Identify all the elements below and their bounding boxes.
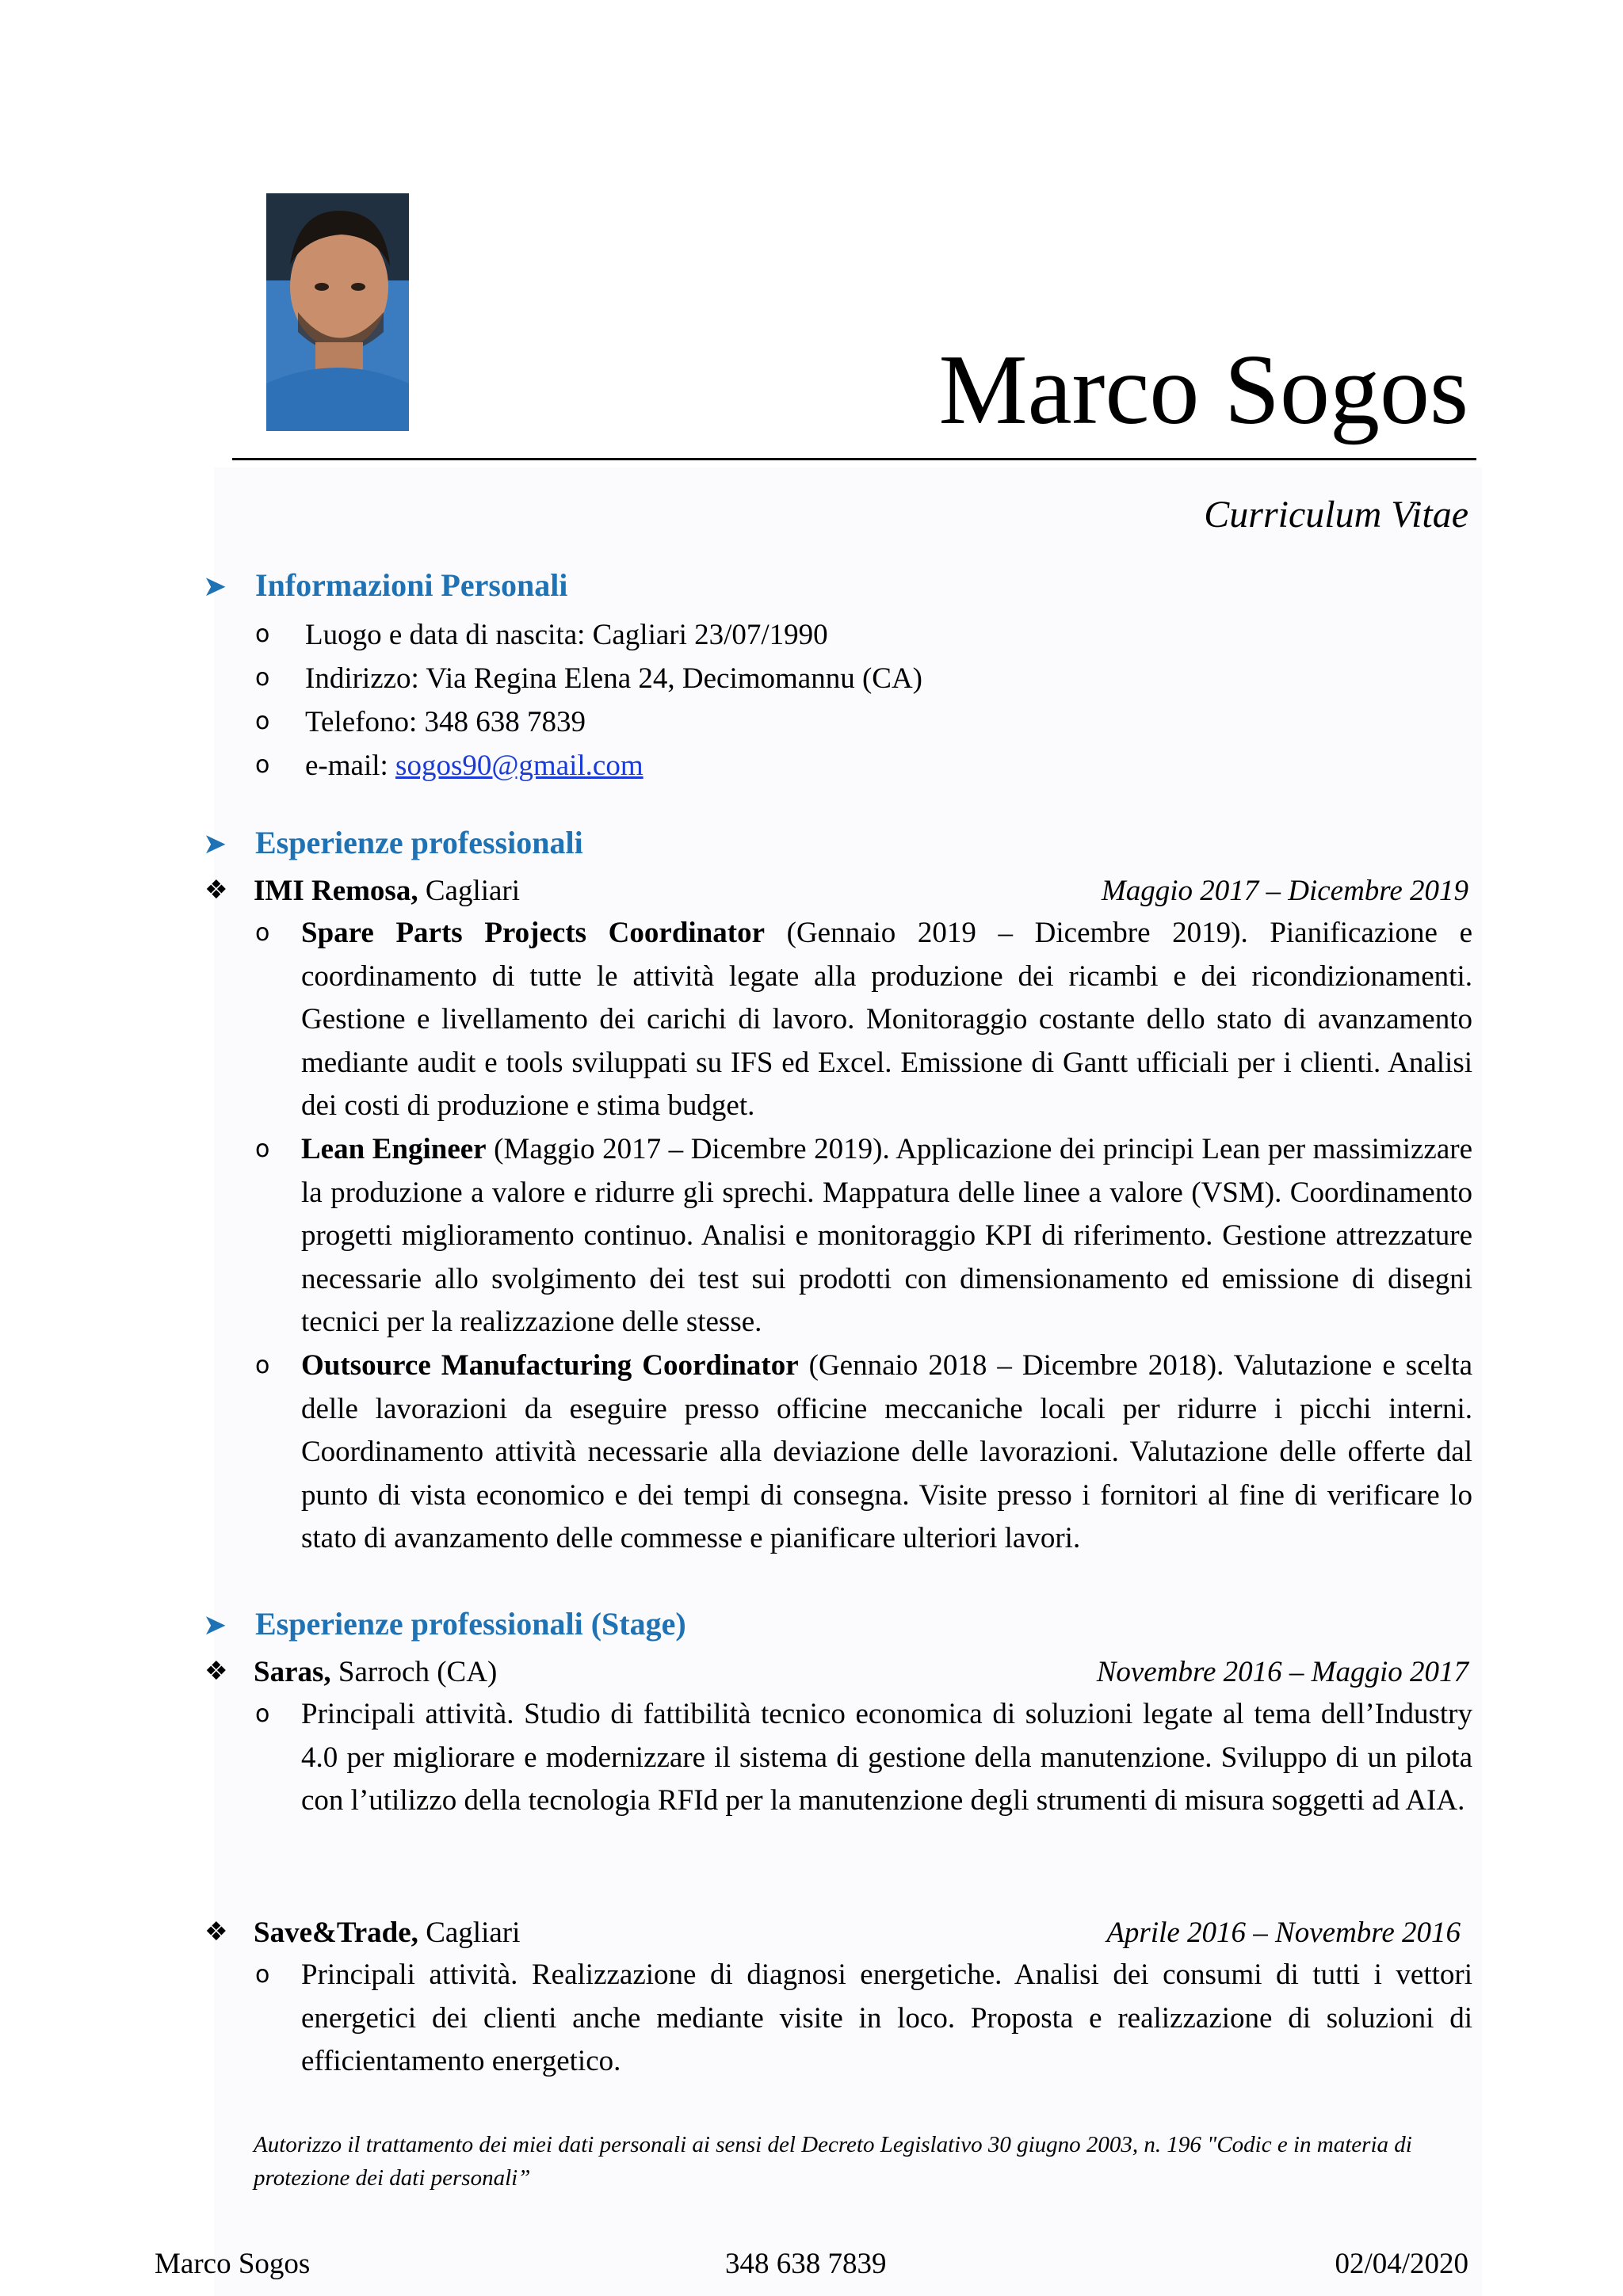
- role-outsource: [301, 1344, 1472, 1561]
- stage-company-saras: [254, 1655, 497, 1689]
- company-name: Saras,: [254, 1656, 331, 1688]
- four-diamond-icon: ❖: [204, 874, 228, 905]
- company-place: Cagliari: [418, 875, 521, 907]
- section-heading-experience-label: Esperienze professionali: [255, 825, 583, 860]
- stage-dates-savetrade: Aprile 2016 – Novembre 2016: [1106, 1917, 1461, 1949]
- stage-description-savetrade: Principali attività. Realizzazione di diagnosi energetiche. Analisi dei consumi di tutti i vettori energetici dei clienti anche mediante visite in loco. Proposta e realizzazione di soluzioni di efficientamento energetico.: [301, 1958, 1472, 2078]
- role-title: Outsource Manufacturing Coordinator: [301, 1349, 799, 1382]
- footer-name: Marco Sogos: [155, 2248, 311, 2280]
- portrait-image: [266, 193, 409, 431]
- four-diamond-icon: ❖: [204, 1916, 228, 1947]
- footer-date: 02/04/2020: [1335, 2248, 1468, 2280]
- personal-item-birth: Luogo e data di nascita: Cagliari 23/07/1990: [305, 619, 828, 651]
- arrowhead-icon: ➤: [203, 1609, 227, 1642]
- circle-bullet-icon: o: [255, 1135, 270, 1163]
- role-text: (Maggio 2017 – Dicembre 2019). Applicazione dei principi Lean per massimizzare la produzione a valore e ridurre gli sprechi. Mappatura delle linee a valore (VSM). Coordinamento progetti miglioramento continuo. Analisi e monitoraggio KPI di riferimento. Gestione attrezzature necessarie allo svolgimento dei test sui prodotti con dimensionamento ed emissione di disegni tecnici per la realizzazione delle stesse.: [301, 1133, 1472, 1339]
- profile-photo: [266, 193, 409, 431]
- name-divider: [232, 458, 1476, 460]
- company-name: IMI Remosa,: [254, 875, 418, 907]
- role-title: Lean Engineer: [301, 1133, 487, 1165]
- section-heading-personal: [203, 566, 567, 604]
- personal-item-phone: Telefono: 348 638 7839: [305, 706, 586, 738]
- stage-description-saras: Principali attività. Studio di fattibilità tecnico economica di soluzioni legate al tema dell’Industry 4.0 per migliorare e modernizzare il sistema di gestione della manutenzione. Sviluppo di un pilota con l’utilizzo della tecnologia RFId per la manutenzione degli strumenti di misura soggetti ad AIA.: [301, 1698, 1472, 1817]
- company-place: Cagliari: [418, 1917, 521, 1949]
- privacy-consent: Autorizzo il trattamento dei miei dati personali ai sensi del Decreto Legislativo 30 giugno 2003, n. 196 "Codic e in materia di protezione dei dati personali”: [254, 2132, 1412, 2191]
- circle-bullet-icon: o: [255, 620, 270, 648]
- four-diamond-icon: ❖: [204, 1655, 228, 1686]
- section-heading-stage-label: Esperienze professionali (Stage): [255, 1606, 686, 1642]
- role-lean-engineer: [301, 1128, 1472, 1344]
- document-subtitle: Curriculum Vitae: [1204, 494, 1468, 536]
- section-heading-experience: [203, 824, 583, 861]
- company-place: Sarroch (CA): [330, 1656, 498, 1688]
- circle-bullet-icon: o: [255, 1700, 270, 1728]
- role-text: (Gennaio 2019 – Dicembre 2019). Pianificazione e coordinamento di tutte le attività legate alla produzione dei ricambi e dei ricondizionamenti. Gestione e livellamento dei carichi di lavoro. Monitoraggio costante dello stato di avanzamento mediante audit e tools sviluppati su IFS ed Excel. Emissione di Gantt ufficiali per i clienti. Analisi dei costi di produzione e stima budget.: [301, 917, 1472, 1123]
- circle-bullet-icon: o: [255, 751, 270, 779]
- arrowhead-icon: ➤: [203, 828, 227, 860]
- candidate-name: Marco Sogos: [938, 335, 1468, 445]
- company-name: Save&Trade,: [254, 1917, 418, 1949]
- role-spare-parts: [301, 912, 1472, 1128]
- circle-bullet-icon: o: [255, 1352, 270, 1379]
- email-link[interactable]: sogos90@gmail.com: [395, 749, 643, 782]
- circle-bullet-icon: o: [255, 664, 270, 692]
- company-dates: Maggio 2017 – Dicembre 2019: [1101, 875, 1468, 907]
- email-label: e-mail:: [305, 749, 396, 782]
- role-title: Spare Parts Projects Coordinator: [301, 917, 765, 949]
- personal-item-address: Indirizzo: Via Regina Elena 24, Decimomannu (CA): [305, 662, 923, 695]
- circle-bullet-icon: o: [255, 707, 270, 735]
- circle-bullet-icon: o: [255, 919, 270, 947]
- section-heading-stage: [203, 1605, 686, 1642]
- stage-dates-saras: Novembre 2016 – Maggio 2017: [1096, 1656, 1468, 1688]
- stage-company-savetrade: [254, 1916, 520, 1950]
- role-text: (Gennaio 2018 – Dicembre 2018). Valutazione e scelta delle lavorazioni da eseguire presso officine meccaniche locali per ridurre i picchi interni. Coordinamento attività necessarie alla deviazione delle lavorazioni. Valutazione delle offerte dal punto di vista economico e dei tempi di consegna. Visite presso i fornitori al fine di verificare lo stato di avanzamento delle commesse e pianificare ulteriori lavori.: [301, 1349, 1473, 1555]
- company-imi-remosa: [254, 874, 520, 908]
- circle-bullet-icon: o: [255, 1961, 270, 1989]
- footer-phone: 348 638 7839: [725, 2248, 887, 2280]
- section-heading-personal-label: Informazioni Personali: [255, 567, 568, 603]
- arrowhead-icon: ➤: [203, 570, 227, 603]
- personal-item-email: [305, 751, 1526, 780]
